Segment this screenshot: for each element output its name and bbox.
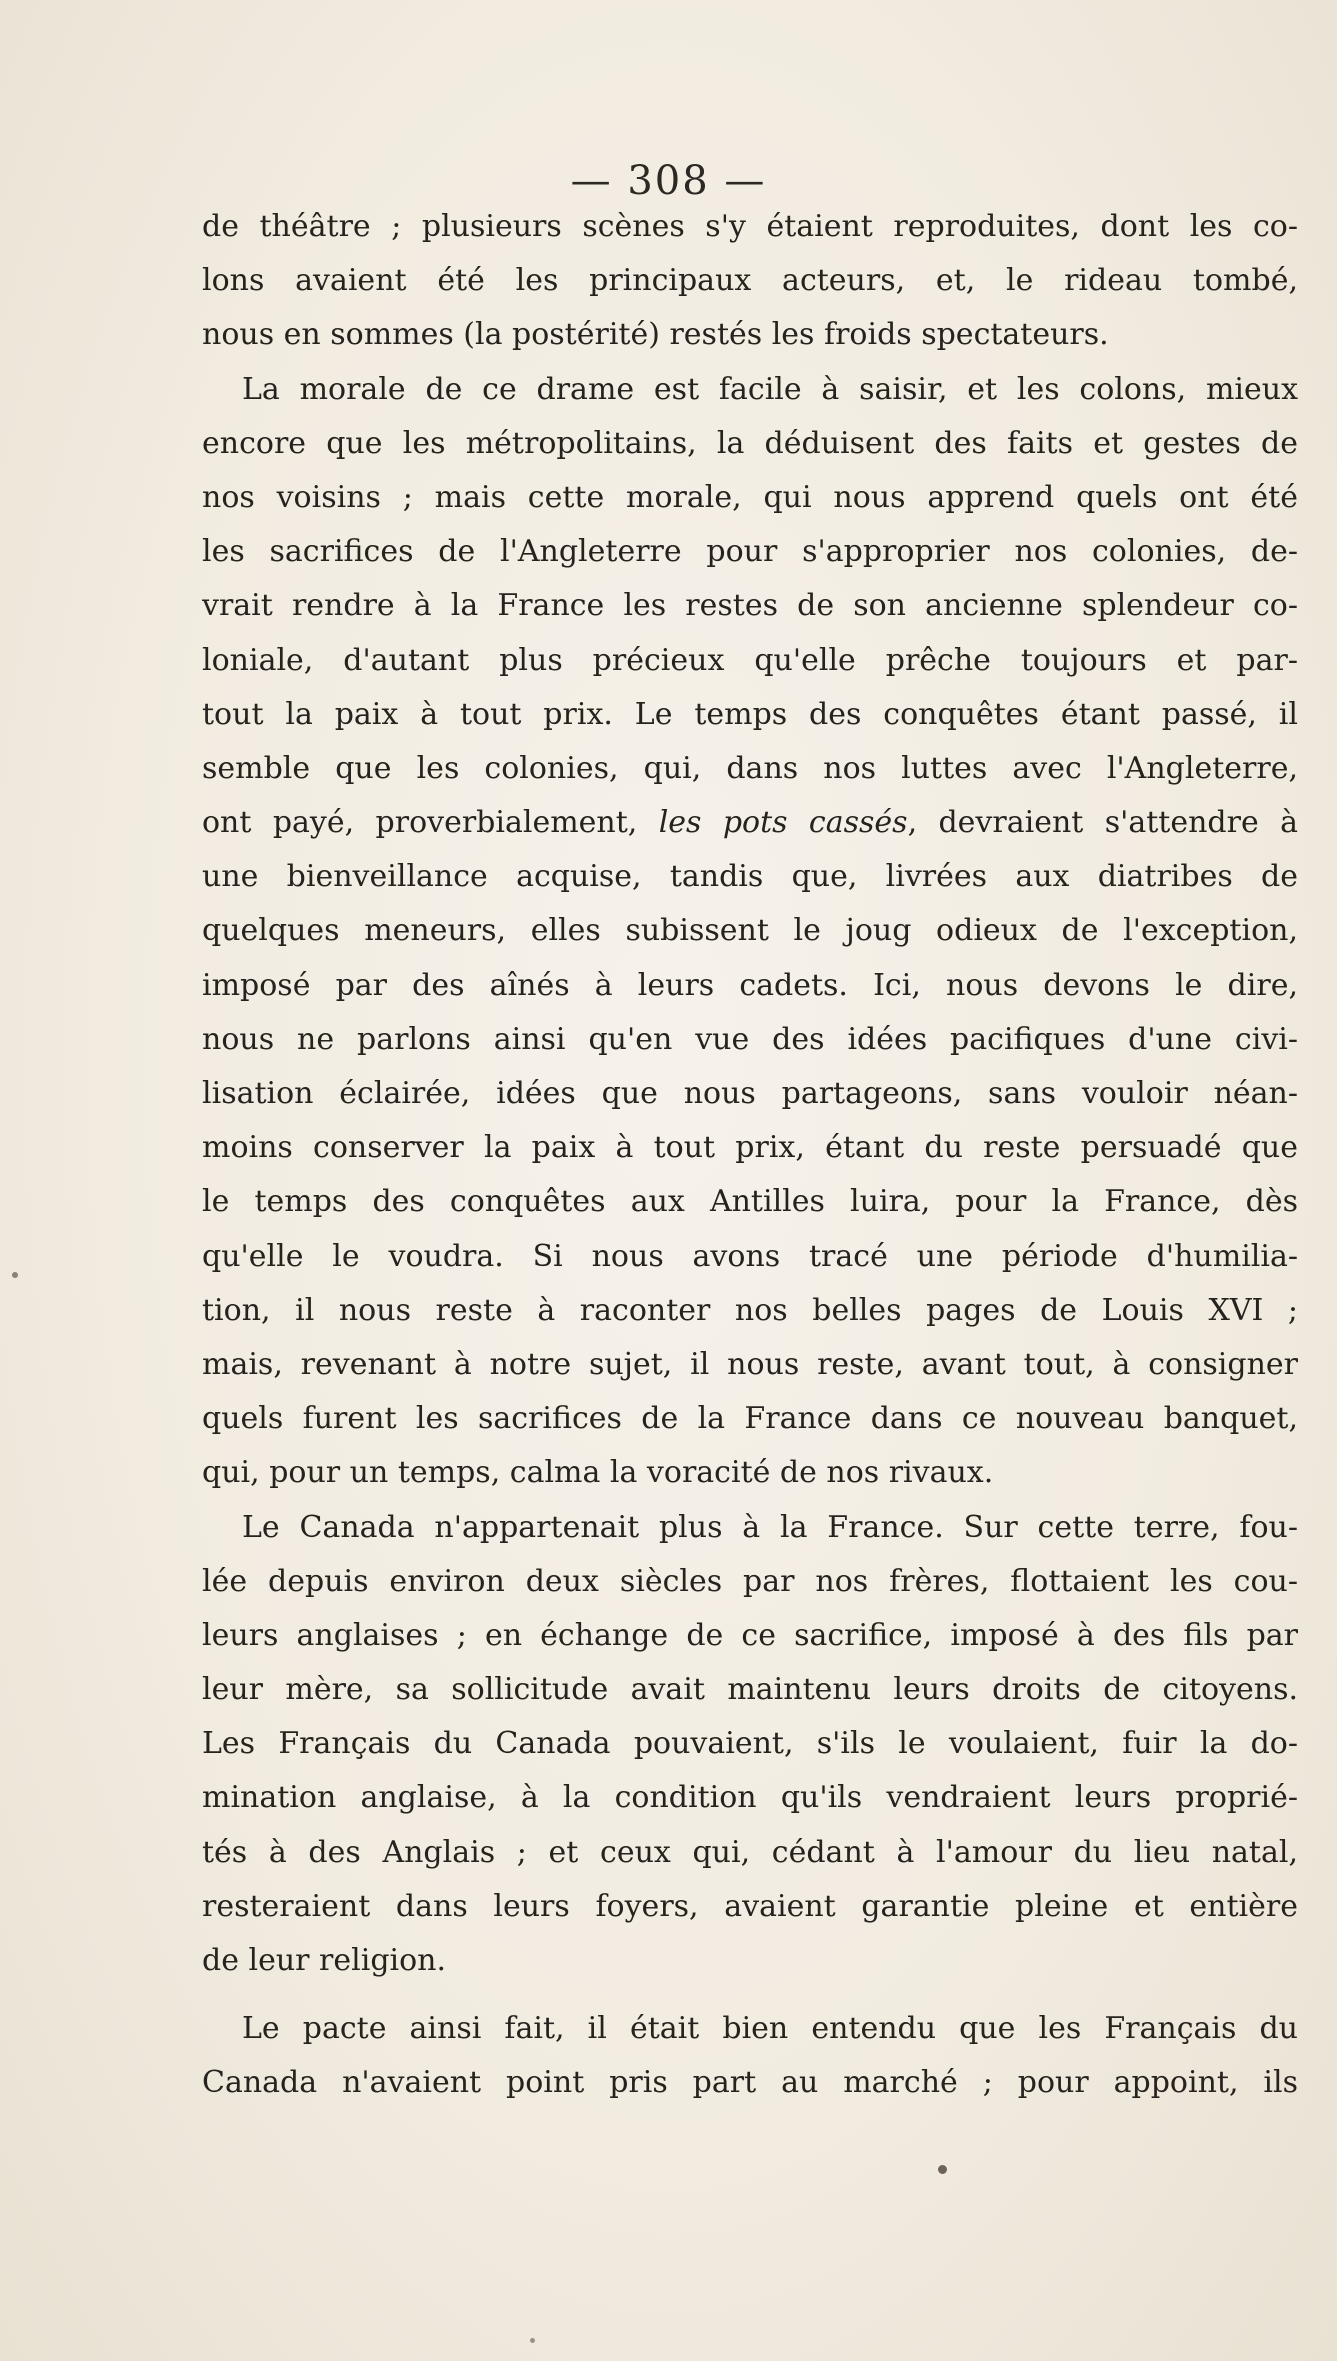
text-line: ont payé, proverbialement, les pots cassés, devraient s'attendre à [202,805,1298,841]
text-line: imposé par des aînés à leurs cadets. Ici, nous devons le dire, [202,967,1298,1003]
text-line: semble que les colonies, qui, dans nos luttes avec l'Angleterre, [202,750,1298,786]
text-line: nous ne parlons ainsi qu'en vue des idées pacifiques d'une civi- [202,1021,1298,1057]
text-line: lée depuis environ deux siècles par nos frères, flottaient les cou- [202,1563,1298,1599]
text-line: tout la paix à tout prix. Le temps des conquêtes étant passé, il [202,696,1298,732]
text-line: vrait rendre à la France les restes de son ancienne splendeur co- [202,588,1298,624]
text-line: quels furent les sacrifices de la France dans ce nouveau banquet, [202,1401,1298,1437]
text-line: mination anglaise, à la condition qu'ils vendraient leurs proprié- [202,1780,1298,1816]
text-line: nos voisins ; mais cette morale, qui nous apprend quels ont été [202,479,1298,515]
text-line: leur mère, sa sollicitude avait maintenu leurs droits de citoyens. [202,1672,1298,1708]
text-line: qu'elle le voudra. Si nous avons tracé une période d'humilia- [202,1238,1298,1274]
text-line: quelques meneurs, elles subissent le joug odieux de l'exception, [202,913,1298,949]
text-line: Canada n'avaient point pris part au marché ; pour appoint, ils [202,2065,1298,2101]
print-speck [12,1272,18,1278]
text-line: une bienveillance acquise, tandis que, livrées aux diatribes de [202,859,1298,895]
text-line: qui, pour un temps, calma la voracité de nos rivaux. [202,1455,994,1491]
text-line: Le pacte ainsi fait, il était bien entendu que les Français du [242,2011,1298,2047]
text-line: tés à des Anglais ; et ceux qui, cédant à l'amour du lieu natal, [202,1834,1298,1870]
body-text [202,200,1298,2111]
page-number: — 308 — [570,158,767,204]
italic-phrase: les pots cassés [658,805,908,841]
text-line: de théâtre ; plusieurs scènes s'y étaient reproduites, dont les co- [202,209,1298,244]
text-line: loniale, d'autant plus précieux qu'elle prêche toujours et par- [202,642,1298,678]
text-line: nous en sommes (la postérité) restés les froids spectateurs. [202,317,1109,353]
text-line: de leur religion. [202,1943,447,1978]
text-line: encore que les métropolitains, la déduisent des faits et gestes de [202,425,1298,461]
text-line: resteraient dans leurs foyers, avaient garantie pleine et entière [202,1888,1298,1924]
text-line: tion, il nous reste à raconter nos belles pages de Louis XVI ; [202,1292,1298,1328]
text-line: le temps des conquêtes aux Antilles luira, pour la France, dès [202,1184,1298,1220]
text-line: mais, revenant à notre sujet, il nous reste, avant tout, à consigner [202,1346,1298,1382]
text-line: les sacrifices de l'Angleterre pour s'approprier nos colonies, de- [202,534,1298,570]
text-line: Les Français du Canada pouvaient, s'ils le voulaient, fuir la do- [202,1726,1298,1762]
print-speck [938,2165,947,2174]
text-line: La morale de ce drame est facile à saisir, et les colons, mieux [242,371,1298,407]
print-speck [530,2338,535,2343]
text-line: leurs anglaises ; en échange de ce sacrifice, imposé à des fils par [202,1617,1298,1653]
text-line: lisation éclairée, idées que nous partageons, sans vouloir néan- [202,1076,1298,1111]
text-line: Le Canada n'appartenait plus à la France. Sur cette terre, fou- [242,1509,1298,1545]
text-line: lons avaient été les principaux acteurs, et, le rideau tombé, [202,263,1298,299]
text-line: moins conserver la paix à tout prix, étant du reste persuadé que [202,1130,1298,1166]
